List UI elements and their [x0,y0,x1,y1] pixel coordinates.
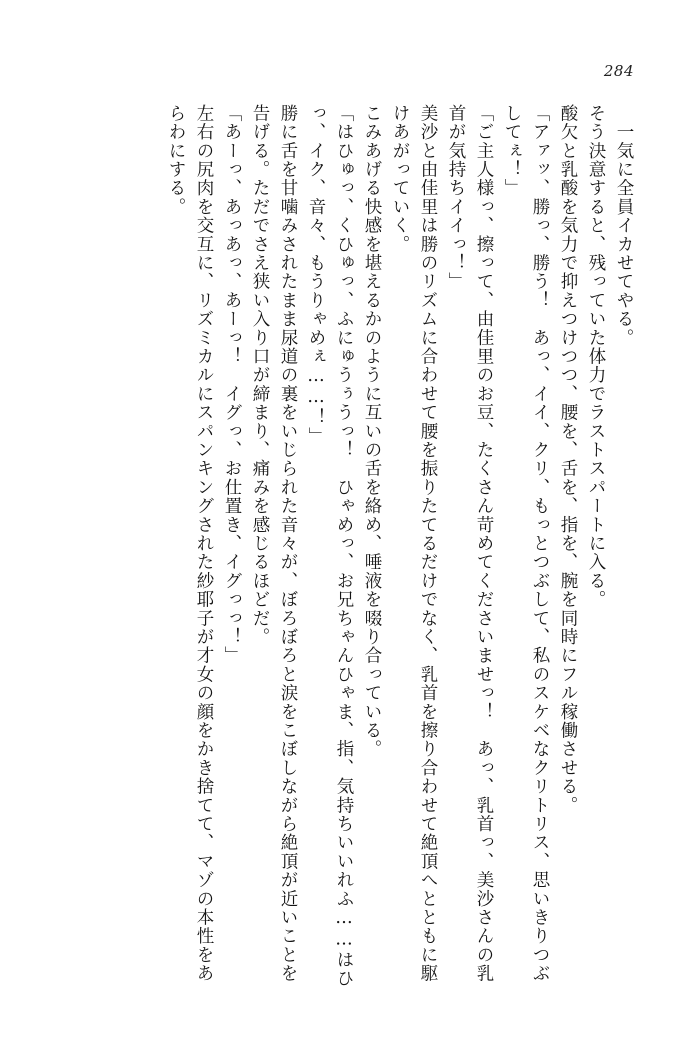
text-column: 「アァッ、勝っ、勝う！ あっ、イイ、クリ、もっとつぶして、私のスケベなクリトリス、思いきりつぶしてぇ！」 [502,104,550,983]
text-column: 勝に舌を甘噛みされたまま尿道の裏をいじられた音々が、ぼろぼろと涙をこぼしながら絶頂が近いことを告げる。ただでさえ狭い入り口が締まり、痛みを感じるほどだ。 [250,104,298,983]
text-column: 「はひゅっ、くひゅっ、ふにゅうぅうっ！ ひゃめっ、お兄ちゃんひゃま、指、気持ちいいれふ……はひっ、イク、音々、もうりゃめぇ……！」 [306,104,354,988]
text-column: そう決意すると、残っていた体力でラストスパートに入る。 [586,104,606,609]
text-column: 美沙と由佳里は勝のリズムに合わせて腰を振りたてるだけでなく、乳首を擦り合わせて絶頂へとともに駆けあがっていく。 [390,104,438,983]
text-column: 一気に全員イカせてやる。 [614,104,634,348]
text-column: 「あーっ、あっあっ、あーっ！ イグっ、お仕置き、イグっっ！」 [222,104,242,665]
vertical-text-body [62,104,638,994]
text-column: 酸欠と乳酸を気力で抑えつけつつ、腰を、舌を、指を、腕を同時にフル稼働させる。 [558,104,578,815]
text-column: 「ご主人様っ、擦って、由佳里のお豆、たくさん苛めてくださいませっ！ あっ、乳首っ、美沙さんの乳首が気持ちイイっ！」 [446,104,494,983]
text-column: こみあげる快感を堪えるかのように互いの舌を絡め、唾液を啜り合っている。 [362,104,382,759]
text-column: 左右の尻肉を交互に、リズミカルにスパンキングされた紗耶子が才女の顔をかき捨てて、マゾの本性をあらわにする。 [166,104,214,983]
page-number: 284 [603,62,634,80]
